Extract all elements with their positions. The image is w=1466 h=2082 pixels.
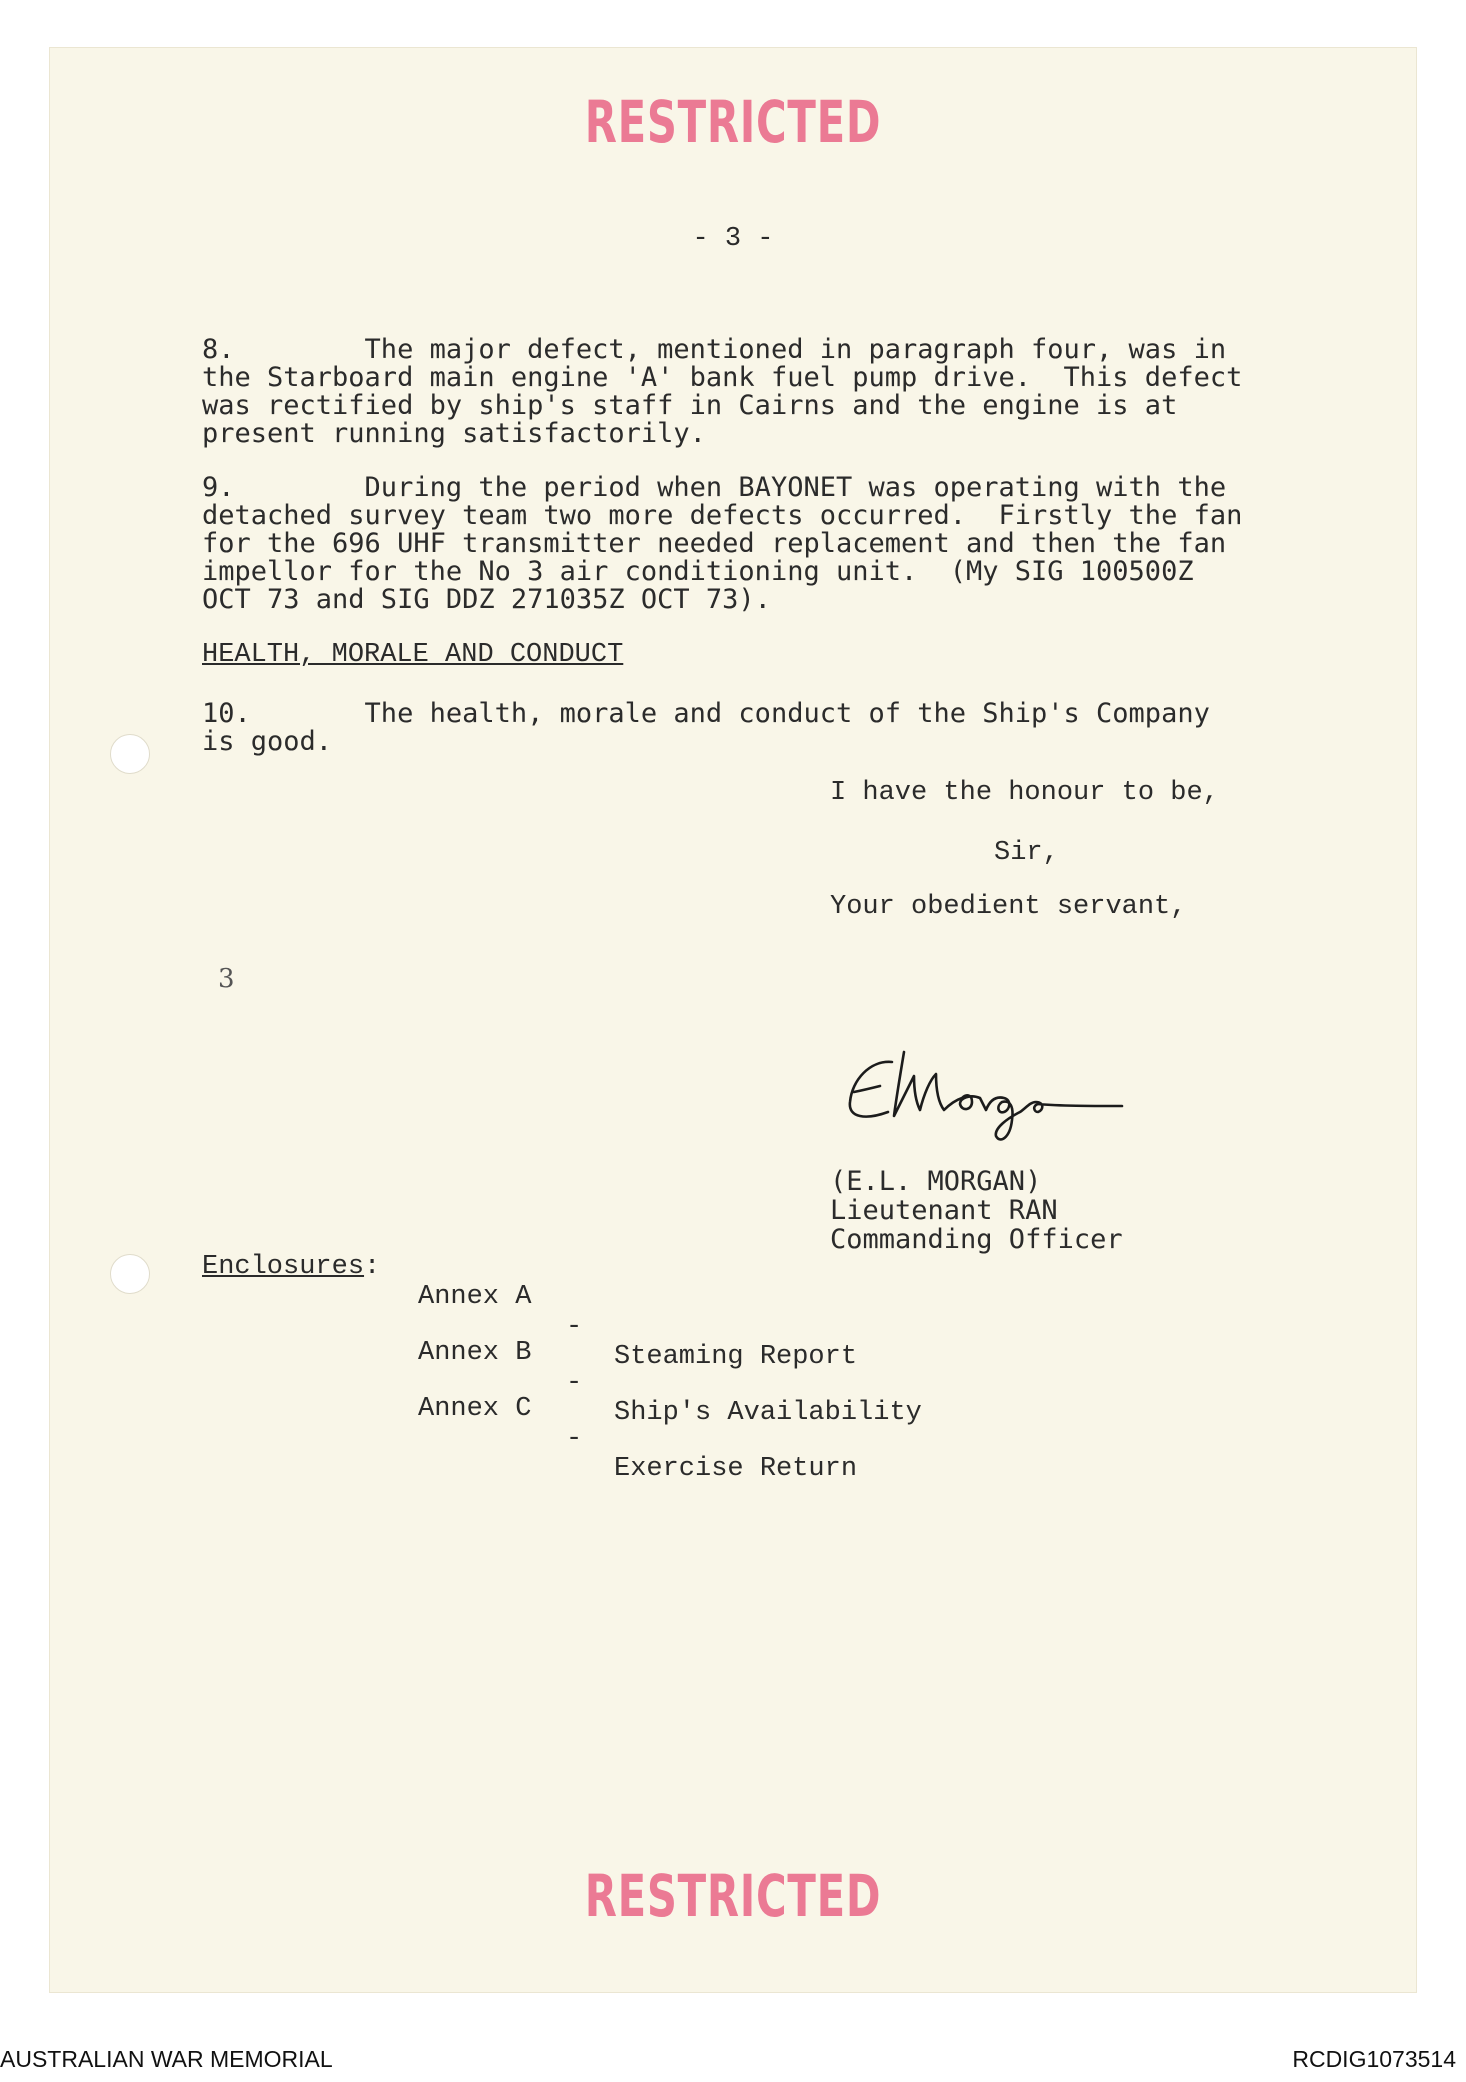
enclosure-row: Annex B - Ship's Availability	[418, 1338, 922, 1428]
closing-line-1: I have the honour to be,	[830, 778, 1219, 808]
signatory-name: (E.L. MORGAN)	[830, 1166, 1042, 1197]
enclosure-row: Annex C - Exercise Return	[418, 1394, 858, 1484]
restricted-stamp-top: RESTRICTED	[584, 88, 882, 156]
paragraph-8: 8. The major defect, mentioned in paragraph four, was in the Starboard main engine 'A' bank fuel pump drive. This defect was rectified by ship's staff in Cairns and the engine is at present running satisfactorily.	[202, 334, 1243, 449]
restricted-stamp-bottom: RESTRICTED	[584, 1862, 882, 1930]
footer-reference-id: RCDIG1073514	[1292, 2046, 1456, 2072]
signatory-rank: Lieutenant RAN	[830, 1195, 1058, 1226]
signature-block	[830, 1167, 1123, 1254]
closing-line-2: Sir,	[994, 838, 1059, 868]
footer-source: AUSTRALIAN WAR MEMORIAL	[0, 2046, 333, 2072]
page-number: - 3 -	[692, 224, 774, 254]
punch-hole-upper	[110, 734, 150, 774]
enclosure-row: Annex A - Steaming Report	[418, 1282, 858, 1372]
handwritten-number: 3	[218, 964, 235, 994]
enclosures-label: Enclosures:	[202, 1252, 381, 1282]
signature	[840, 1040, 1140, 1150]
paragraph-10: 10. The health, morale and conduct of the Ship's Company is good.	[202, 698, 1210, 757]
paragraph-9: 9. During the period when BAYONET was operating with the detached survey team two more defects occurred. Firstly the fan for the 696 UHF transmitter needed replacement and then the fan impellor for the No 3 air conditioning unit. (My SIG 100500Z OCT 73 and SIG DDZ 271035Z OCT 73).	[202, 472, 1243, 615]
signatory-title: Commanding Officer	[830, 1224, 1123, 1255]
section-heading: HEALTH, MORALE AND CONDUCT	[202, 640, 624, 670]
closing-line-3: Your obedient servant,	[830, 892, 1187, 922]
